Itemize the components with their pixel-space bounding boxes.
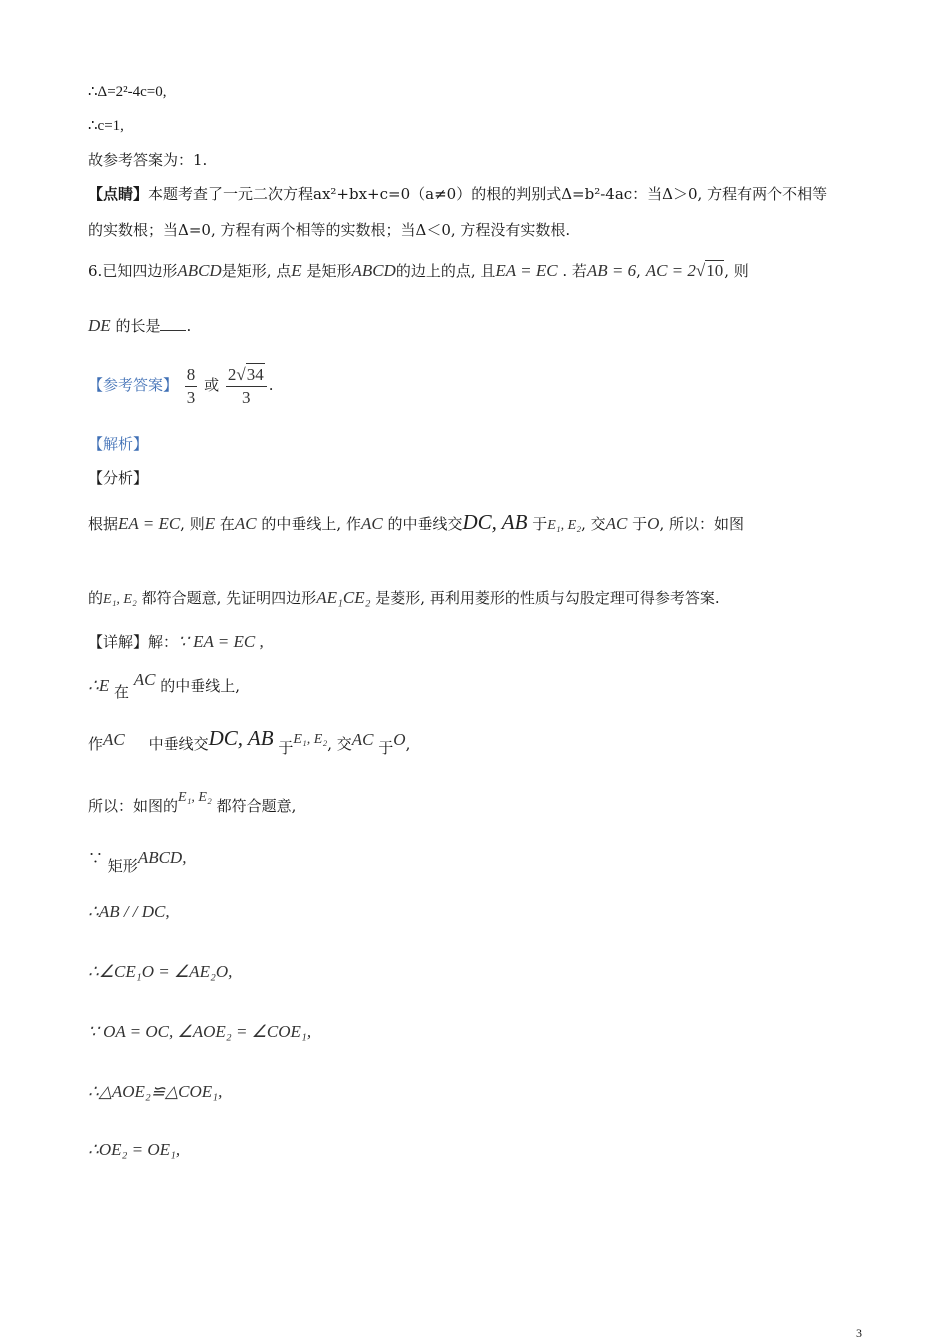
- tip-label: 【点睛】: [88, 185, 149, 203]
- analysis-line-1: 根据EA = EC, 则E 在AC 的中垂线上, 作AC 的中垂线交DC, AB 于E₁, E₂, 交AC 于O, 所以：如图: [88, 510, 744, 534]
- reference-answer: 【参考答案】 $\frac{8}{3}$ 或 $\frac{2√34}{3}$ .: [88, 364, 274, 407]
- question-6: 6.已知四边形ABCD是矩形, 点E 是矩形ABCD的边上的点, 且EA = EC . 若AB = 6, AC = 2√10, 则: [88, 261, 749, 280]
- detail-line-1: 【详解】解：∵ EA = EC ,: [88, 632, 264, 651]
- answer-blank: [160, 318, 186, 331]
- detail-line-6: ∴AB / / DC,: [88, 902, 170, 921]
- math: AB = 6: [586, 261, 637, 280]
- math: EA = EC: [495, 261, 558, 280]
- detail-line-3: 作AC 中垂线交DC, AB 于E₁, E₂, 交AC 于O,: [88, 726, 411, 757]
- sqrt-value: 10: [706, 261, 724, 280]
- math: E: [291, 261, 302, 280]
- fraction-2: $\frac{2√34}{3}$: [226, 363, 267, 409]
- detail-line-10: ∴OE₂ = OE₁,: [88, 1140, 181, 1159]
- detail-line-9: ∴△AOE₂≌△COE₁,: [88, 1082, 223, 1101]
- math: DE: [88, 316, 111, 335]
- math: ABCD: [351, 261, 396, 280]
- detail-label: 【详解】解：: [88, 633, 179, 651]
- equation-line: ∴Δ=2²-4c=0,: [88, 84, 167, 100]
- section-jiexi: 【解析】: [88, 435, 149, 453]
- answer-label: 【参考答案】: [88, 376, 179, 394]
- fraction-1: $\frac{8}{3}$: [186, 364, 196, 407]
- question-6-cont: DE 的长是 .: [88, 316, 192, 335]
- analysis-line-2: 的E₁, E₂ 都符合题意, 先证明四边形AE₁CE₂ 是菱形, 再利用菱形的性质与勾股定理可得参考答案.: [88, 588, 720, 607]
- math: AC = 2: [645, 261, 696, 280]
- tip-line-2: 的实数根；当Δ=0, 方程有两个相等的实数根；当Δ＜0, 方程没有实数根.: [88, 221, 571, 239]
- tip-line: [88, 184, 827, 204]
- page-number: 3: [856, 1326, 862, 1340]
- math: ABCD: [177, 261, 222, 280]
- detail-line-4: 所以：如图的E₁, E₂ 都符合题意,: [88, 790, 297, 815]
- question-number: 6.: [88, 262, 103, 280]
- equation-line: ∴c=1,: [88, 118, 124, 134]
- detail-line-5: ∵ 矩形ABCD,: [88, 848, 187, 875]
- section-fenxi: 【分析】: [88, 469, 149, 487]
- detail-line-8: ∵ OA = OC, ∠AOE₂ = ∠COE₁,: [88, 1022, 312, 1041]
- detail-line-7: ∴∠CE₁O = ∠AE₂O,: [88, 962, 233, 981]
- tip-text: 本题考查了一元二次方程ax²+bx+c=0（a≠0）的根的判别式Δ=b²-4ac：当Δ＞0, 方程有两个不相等: [148, 185, 828, 203]
- answer-line: 故参考答案为：1.: [88, 151, 208, 169]
- detail-line-2: ∴E 在 AC 的中垂线上,: [88, 670, 241, 701]
